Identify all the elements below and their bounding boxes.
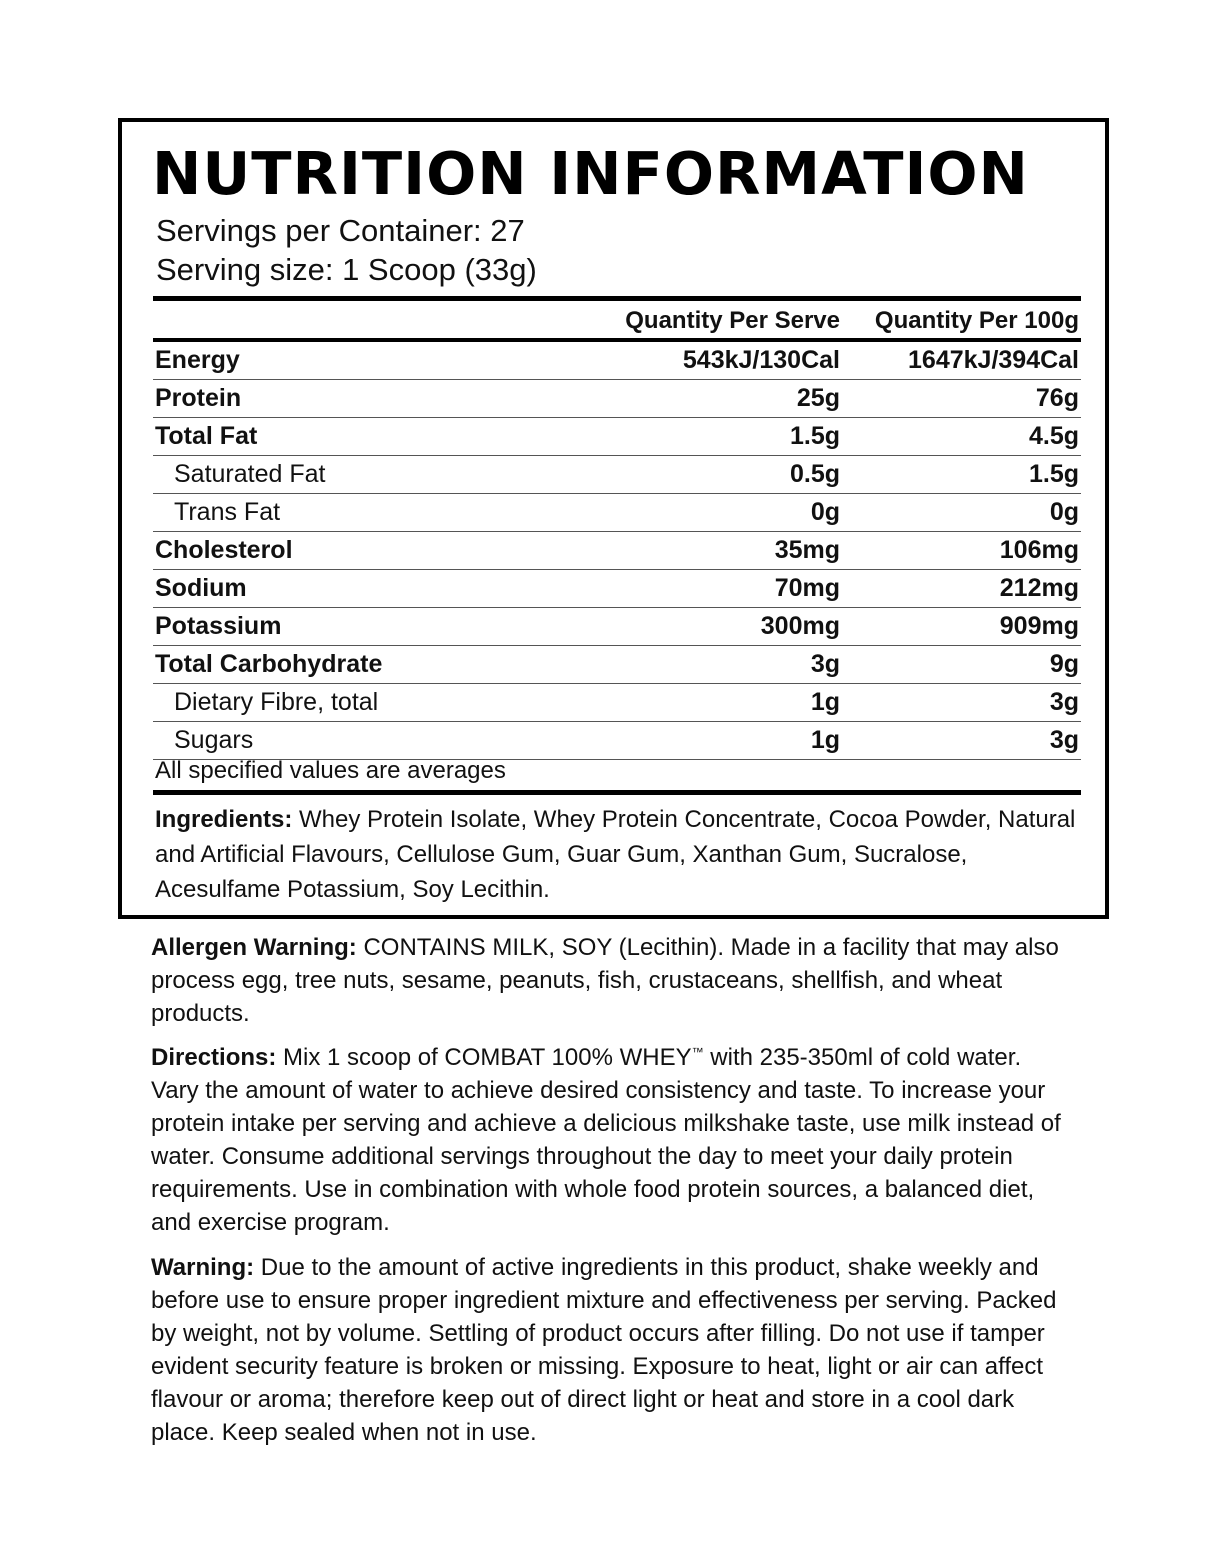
nutrient-per-100g: 212mg xyxy=(999,574,1079,602)
allergen-warning xyxy=(151,931,1071,1030)
table-header xyxy=(153,302,1081,338)
nutrient-name: Sugars xyxy=(174,726,254,754)
table-row xyxy=(153,532,1081,570)
nutrient-per-serve: 35mg xyxy=(774,536,840,564)
table-row xyxy=(153,380,1081,418)
ingredients-text xyxy=(155,802,1085,907)
trademark-symbol: ™ xyxy=(691,1045,704,1059)
directions-text-after: with 235-350ml of cold water. Vary the amount of water to achieve desired consistency and taste. To increase your protein intake per serving and achieve a delicious milkshake taste, use milk instead of water. Consume additional servings throughout the day to meet your daily protein requirements. Use in combination with whole food protein sources, a balanced diet, and exercise program. xyxy=(151,1044,1061,1236)
directions-label: Directions: xyxy=(151,1044,277,1071)
table-row xyxy=(153,494,1081,532)
nutrient-per-100g: 3g xyxy=(1049,688,1079,716)
nutrient-per-serve: 0.5g xyxy=(789,460,840,488)
table-row xyxy=(153,456,1081,494)
nutrient-per-100g: 4.5g xyxy=(1028,422,1079,450)
warning-label: Warning: xyxy=(151,1254,255,1281)
table-row xyxy=(153,418,1081,456)
nutrient-per-100g: 76g xyxy=(1035,384,1079,412)
nutrient-name: Total Carbohydrate xyxy=(155,650,383,678)
nutrition-panel xyxy=(118,118,1109,919)
table-row xyxy=(153,570,1081,608)
servings-per-container: Servings per Container: 27 xyxy=(156,213,525,248)
table-row xyxy=(153,342,1081,380)
nutrient-name: Sodium xyxy=(155,574,247,602)
column-header-per-100g: Quantity Per 100g xyxy=(874,307,1079,334)
warning-text: Due to the amount of active ingredients in this product, shake weekly and before use to ensure proper ingredient mixture and effectiveness per serving. Packed by weight, not by volume. Settling of product occurs after filling. Do not use if tamper evident security feature is broken or missing. Exposure to heat, light or air can affect flavour or aroma; therefore keep out of direct light or heat and store in a cool dark place. Keep sealed when not in use. xyxy=(151,1254,1057,1446)
directions xyxy=(151,1041,1071,1239)
nutrient-name: Protein xyxy=(155,384,242,412)
allergen-text: CONTAINS MILK, SOY (Lecithin). Made in a facility that may also process egg, tree nuts, sesame, peanuts, fish, crustaceans, shellfish, and wheat products. xyxy=(151,934,1059,1027)
nutrient-per-serve: 25g xyxy=(796,384,840,412)
nutrient-name: Dietary Fibre, total xyxy=(174,688,379,716)
nutrient-name: Energy xyxy=(155,346,240,374)
nutrient-name: Potassium xyxy=(155,612,282,640)
nutrient-per-serve: 1g xyxy=(810,726,840,754)
allergen-label: Allergen Warning: xyxy=(151,934,357,961)
serving-size: Serving size: 1 Scoop (33g) xyxy=(156,252,537,287)
ingredients-list: Whey Protein Isolate, Whey Protein Concentrate, Cocoa Powder, Natural and Artificial Flavours, Cellulose Gum, Guar Gum, Xanthan Gum, Sucralose, Acesulfame Potassium, Soy Lecithin. xyxy=(155,806,1076,903)
nutrient-per-100g: 1647kJ/394Cal xyxy=(908,346,1079,374)
nutrient-name: Cholesterol xyxy=(155,536,293,564)
panel-title: NUTRITION INFORMATION xyxy=(152,139,1029,208)
table-row xyxy=(153,608,1081,646)
ingredients-divider xyxy=(153,790,1081,795)
nutrient-per-serve: 1.5g xyxy=(789,422,840,450)
nutrient-per-100g: 909mg xyxy=(999,612,1079,640)
nutrient-per-100g: 3g xyxy=(1049,726,1079,754)
nutrient-per-100g: 106mg xyxy=(999,536,1079,564)
nutrient-name: Saturated Fat xyxy=(174,460,326,488)
nutrient-per-100g: 1.5g xyxy=(1028,460,1079,488)
table-row xyxy=(153,646,1081,684)
column-header-per-serve: Quantity Per Serve xyxy=(625,307,840,334)
ingredients-label: Ingredients: xyxy=(155,806,293,833)
nutrient-per-100g: 0g xyxy=(1049,498,1079,526)
warning xyxy=(151,1251,1071,1449)
nutrient-per-serve: 1g xyxy=(810,688,840,716)
nutrient-name: Total Fat xyxy=(155,422,258,450)
table-row xyxy=(153,684,1081,722)
averages-footnote: All specified values are averages xyxy=(155,757,506,784)
nutrient-per-serve: 543kJ/130Cal xyxy=(682,346,840,374)
directions-text-before: Mix 1 scoop of COMBAT 100% WHEY xyxy=(276,1044,692,1071)
nutrient-per-serve: 0g xyxy=(810,498,840,526)
nutrient-per-100g: 9g xyxy=(1049,650,1079,678)
nutrient-name: Trans Fat xyxy=(174,498,281,526)
nutrient-per-serve: 300mg xyxy=(760,612,840,640)
nutrient-per-serve: 70mg xyxy=(774,574,840,602)
nutrient-per-serve: 3g xyxy=(810,650,840,678)
top-divider xyxy=(153,296,1081,301)
nutrient-table xyxy=(153,302,1081,760)
